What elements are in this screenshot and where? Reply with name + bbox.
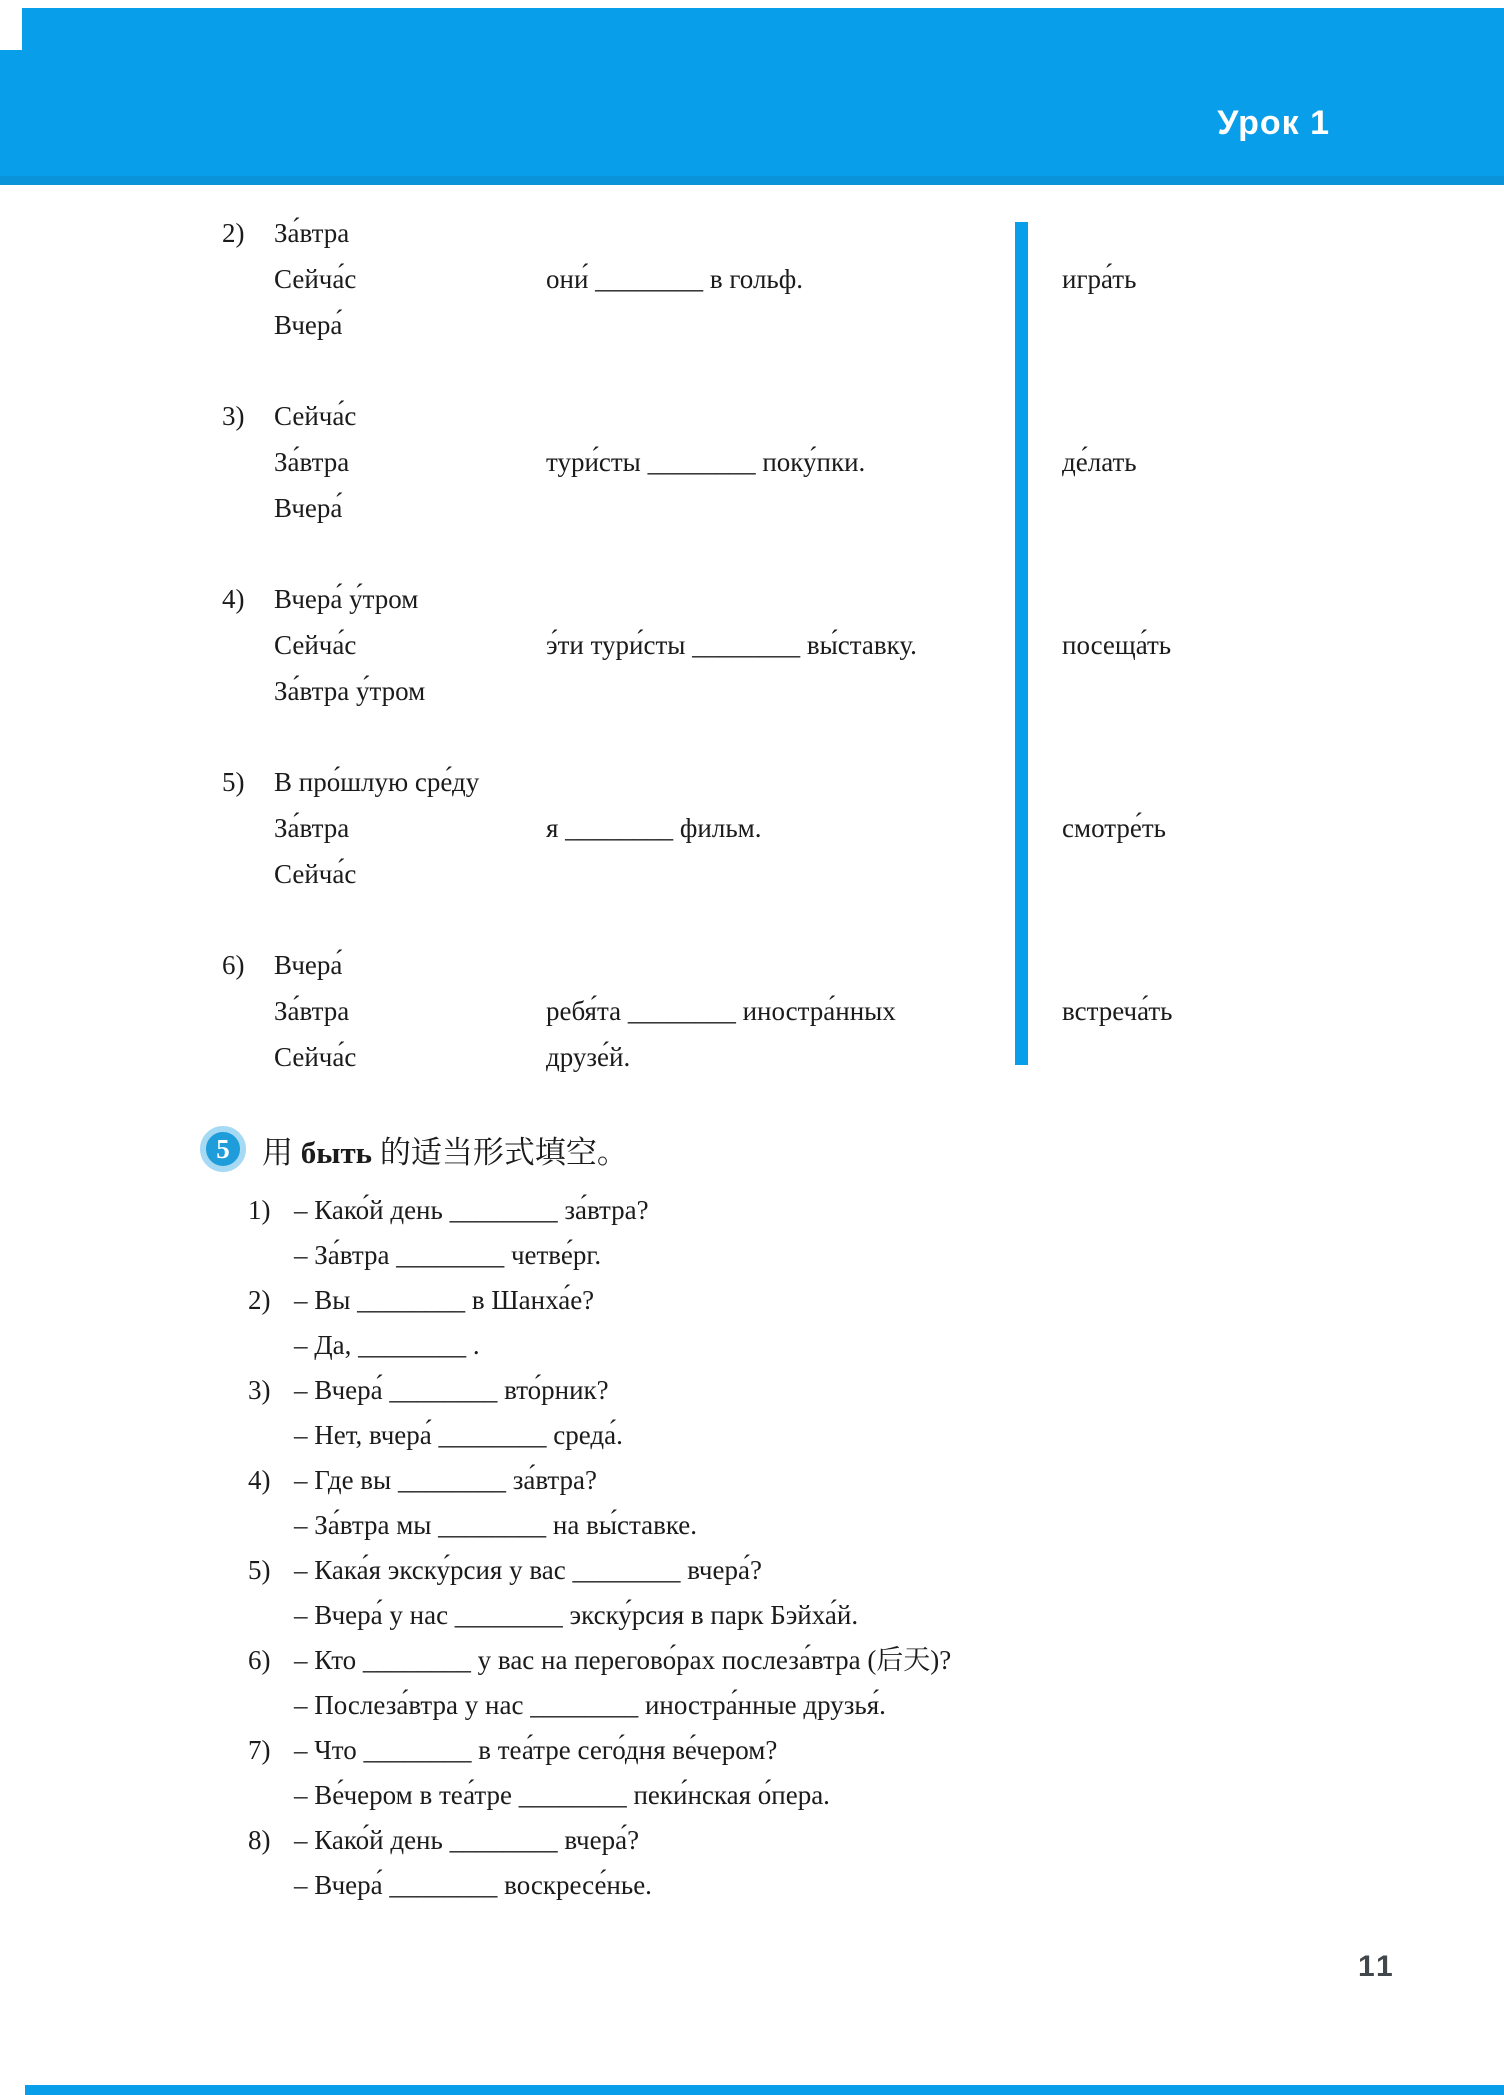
exercise-5-item-2 — [248, 1278, 951, 1368]
time-adverb: Сейча́с — [274, 264, 357, 294]
item-number: 5) — [248, 1555, 271, 1585]
scan-notch-artifact — [0, 8, 22, 50]
dialogue-lines — [294, 1458, 951, 1548]
item-number: 1) — [248, 1195, 271, 1225]
exercise-5-items — [248, 1188, 951, 1908]
time-adverbs-column — [274, 942, 546, 1080]
dialogue-answer: – Ве́чером в теа́тре ________ пеки́нская о́пера. — [294, 1780, 830, 1810]
dialogue-lines — [294, 1728, 951, 1818]
header-band — [0, 8, 1504, 185]
time-adverb: За́втра — [274, 813, 350, 843]
exercise-number-badge: 5 — [200, 1126, 246, 1172]
verb-column — [1004, 210, 1173, 348]
dialogue-answer: – Вчера́ ________ воскресе́нье. — [294, 1870, 652, 1900]
exercise-5-item-8 — [248, 1818, 951, 1908]
sentence-column — [546, 576, 1004, 714]
exercise-5-instruction — [262, 1127, 628, 1172]
exercise-4-item-6 — [222, 942, 1173, 1080]
time-adverb: Сейча́с — [274, 401, 357, 431]
page-number: 11 — [1358, 1950, 1396, 1983]
exercise-4-item-4 — [222, 576, 1173, 714]
time-adverb: Сейча́с — [274, 1042, 357, 1072]
item-number: 6) — [248, 1645, 271, 1675]
spacer-line — [546, 576, 1004, 622]
dialogue-lines — [294, 1638, 951, 1728]
time-adverbs-column — [274, 393, 546, 531]
time-adverb: Вчера́ — [274, 310, 343, 340]
exercise-5-item-5 — [248, 1548, 951, 1638]
item-number: 8) — [248, 1825, 271, 1855]
spacer-line — [546, 210, 1004, 256]
exercise-4-item-5 — [222, 759, 1173, 897]
dialogue-answer: – Вчера́ у нас ________ экску́рсия в парк Бэйха́й. — [294, 1600, 859, 1630]
time-adverb: Вчера́ — [274, 493, 343, 523]
time-adverb: За́втра у́тром — [274, 676, 426, 706]
item-number: 4) — [222, 584, 245, 614]
time-adverb: Вчера́ у́тром — [274, 584, 419, 614]
sentence-column — [546, 759, 1004, 897]
exercise-5-item-7 — [248, 1728, 951, 1818]
fill-blank-sentence: э́ти тури́сты ________ вы́ставку. — [546, 630, 917, 660]
time-adverbs-column — [274, 759, 546, 897]
fill-blank-sentence: ребя́та ________ иностра́нных — [546, 996, 896, 1026]
dialogue-lines — [294, 1278, 951, 1368]
dialogue-question: – Како́й день ________ вчера́? — [294, 1825, 640, 1855]
item-number: 5) — [222, 767, 245, 797]
exercise-5-header — [200, 1126, 951, 1172]
time-adverb: В про́шлую сре́ду — [274, 767, 480, 797]
spacer-line — [546, 942, 1004, 988]
fill-blank-sentence — [546, 302, 1004, 348]
dialogue-question: – Кто ________ у вас на перегово́рах послеза́втра (后天)? — [294, 1645, 952, 1675]
dialogue-question: – Где вы ________ за́втра? — [294, 1465, 598, 1495]
spacer-line — [546, 393, 1004, 439]
dialogue-lines — [294, 1368, 951, 1458]
item-number: 6) — [222, 950, 245, 980]
item-number-column — [222, 393, 274, 531]
fill-blank-sentence — [546, 485, 1004, 531]
dialogue-answer: – Да, ________ . — [294, 1330, 480, 1360]
exercise-5-item-3 — [248, 1368, 951, 1458]
item-number: 4) — [248, 1465, 271, 1495]
verb-column — [1004, 576, 1173, 714]
verb-column — [1004, 393, 1173, 531]
lesson-title: Урок 1 — [1217, 104, 1330, 142]
time-adverb: Сейча́с — [274, 630, 357, 660]
exercise-4-continuation — [222, 210, 1173, 1125]
item-number-column — [222, 576, 274, 714]
dialogue-answer: – Послеза́втра у нас ________ иностра́нные друзья́. — [294, 1690, 886, 1720]
item-number-column — [222, 210, 274, 348]
exercise-5 — [200, 1126, 951, 1908]
spacer-line — [1062, 759, 1173, 805]
fill-blank-sentence: я ________ фильм. — [546, 813, 762, 843]
fill-blank-sentence: они́ ________ в гольф. — [546, 264, 803, 294]
dialogue-lines — [294, 1188, 951, 1278]
time-adverb: За́втра — [274, 996, 350, 1026]
fill-blank-sentence — [546, 668, 1004, 714]
instruction-verb: быть — [300, 1134, 373, 1170]
exercise-4-item-3 — [222, 393, 1173, 531]
dialogue-answer: – Нет, вчера́ ________ среда́. — [294, 1420, 623, 1450]
instruction-suffix: 的适当形式填空。 — [372, 1134, 628, 1170]
spacer-line — [546, 759, 1004, 805]
sentence-column — [546, 393, 1004, 531]
dialogue-question: – Како́й день ________ за́втра? — [294, 1195, 649, 1225]
verb-prompt: смотре́ть — [1062, 813, 1166, 843]
item-number-column — [222, 942, 274, 1080]
dialogue-question: – Вы ________ в Шанха́е? — [294, 1285, 595, 1315]
time-adverb: Сейча́с — [274, 859, 357, 889]
time-adverbs-column — [274, 210, 546, 348]
exercise-5-item-1 — [248, 1188, 951, 1278]
instruction-prefix: 用 — [262, 1134, 301, 1170]
verb-column — [1004, 942, 1173, 1080]
dialogue-lines — [294, 1548, 951, 1638]
item-number: 2) — [222, 218, 245, 248]
dialogue-answer: – За́втра ________ четве́рг. — [294, 1240, 602, 1270]
verb-prompt: встреча́ть — [1062, 996, 1173, 1026]
item-number-column — [222, 759, 274, 897]
dialogue-question: – Вчера́ ________ вто́рник? — [294, 1375, 609, 1405]
fill-blank-sentence: тури́сты ________ поку́пки. — [546, 447, 866, 477]
verb-column — [1004, 759, 1173, 897]
item-number: 2) — [248, 1285, 271, 1315]
time-adverb: Вчера́ — [274, 950, 343, 980]
exercise-5-item-6 — [248, 1638, 951, 1728]
dialogue-answer: – За́втра мы ________ на вы́ставке. — [294, 1510, 698, 1540]
exercise-4-item-2 — [222, 210, 1173, 348]
spacer-line — [1062, 210, 1173, 256]
time-adverbs-column — [274, 576, 546, 714]
fill-blank-sentence: друзе́й. — [546, 1042, 631, 1072]
time-adverb: За́втра — [274, 447, 350, 477]
item-number: 7) — [248, 1735, 271, 1765]
verb-prompt: посеща́ть — [1062, 630, 1172, 660]
exercise-5-item-4 — [248, 1458, 951, 1548]
item-number: 3) — [222, 401, 245, 431]
dialogue-question: – Что ________ в теа́тре сего́дня ве́чером? — [294, 1735, 778, 1765]
verb-prompt: игра́ть — [1062, 264, 1137, 294]
item-number: 3) — [248, 1375, 271, 1405]
time-adverb: За́втра — [274, 218, 350, 248]
verb-prompt: де́лать — [1062, 447, 1137, 477]
dialogue-lines — [294, 1818, 951, 1908]
spacer-line — [1062, 942, 1173, 988]
fill-blank-sentence — [546, 851, 1004, 897]
sentence-column — [546, 942, 1004, 1080]
footer-band — [25, 2085, 1504, 2095]
sentence-column — [546, 210, 1004, 348]
spacer-line — [1062, 576, 1173, 622]
dialogue-question: – Кака́я экску́рсия у вас ________ вчера́? — [294, 1555, 762, 1585]
spacer-line — [1062, 393, 1173, 439]
